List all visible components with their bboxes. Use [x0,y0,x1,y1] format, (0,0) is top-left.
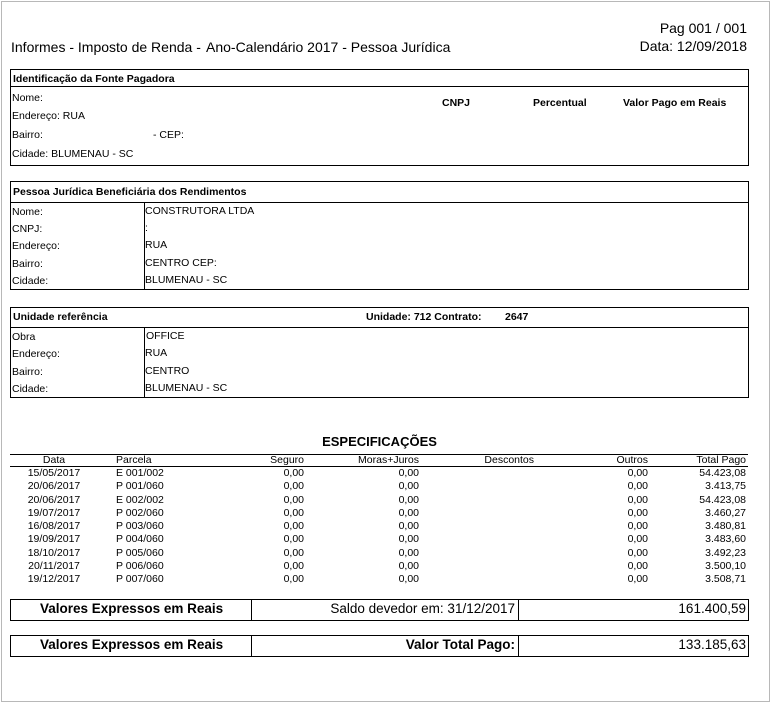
unidade-value: BLUMENAU - SC [145,382,228,394]
beneficiaria-section-title: Pessoa Jurídica Beneficiária dos Rendimentos [13,186,247,198]
percentual-header: Percentual [533,97,587,109]
row-moras: 0,00 [398,493,419,506]
row-seguro: 0,00 [283,480,304,493]
row-total: 54.423,08 [699,467,746,479]
col-outros-header: Outros [536,455,654,467]
row-parcela: E 001/002 [116,467,164,479]
row-seguro: 0,00 [283,520,304,533]
unidade-value: OFFICE [146,330,185,342]
report-title: Informes - Imposto de Renda - [11,39,201,55]
contrato-number: 2647 [505,311,529,323]
row-total: 3.413,75 [705,480,746,493]
report-year: Ano-Calendário 2017 - Pessoa Jurídica [206,39,451,55]
valor-pago-header: Valor Pago em Reais [623,97,727,109]
row-parcela: P 001/060 [116,480,164,493]
row-outros: 0,00 [627,573,648,586]
total-label: Valores Expressos em Reais [40,637,224,652]
divider [10,86,749,87]
benef-value: CONSTRUTORA LTDA [145,205,255,217]
unidade-value: RUA [145,347,168,359]
divider [518,599,519,621]
table-row [10,547,748,560]
divider [251,599,252,621]
row-outros: 0,00 [627,467,648,479]
benef-label: Nome: [12,206,43,218]
fonte-bairro-label: Bairro: [12,129,43,141]
table-row [10,533,748,546]
total-value: 133.185,63 [678,637,746,652]
table-row [10,573,748,586]
table-row [10,507,748,520]
fonte-nome-label: Nome: [12,92,43,104]
row-descontos [421,560,536,573]
row-moras: 0,00 [398,573,419,586]
especificacoes-table [10,454,748,587]
row-descontos [421,573,536,586]
row-moras: 0,00 [398,467,419,479]
row-parcela: P 004/060 [116,533,164,546]
row-outros: 0,00 [627,480,648,493]
row-total: 3.483,60 [705,533,746,546]
divider [10,327,749,328]
saldo-label: Valores Expressos em Reais [40,601,224,616]
saldo-desc: Saldo devedor em: 31/12/2017 [330,601,515,616]
row-total: 3.480,81 [705,520,746,533]
row-descontos [421,547,536,560]
benef-label: Endereço: [12,240,60,252]
divider [518,635,519,657]
benef-value: BLUMENAU - SC [145,274,228,286]
divider [10,202,749,203]
row-seguro: 0,00 [283,533,304,546]
row-seguro: 0,00 [283,467,304,479]
row-parcela: P 006/060 [116,560,164,573]
unidade-label: Endereço: [12,348,60,360]
row-descontos [421,533,536,546]
row-seguro: 0,00 [283,493,304,506]
col-seguro-header: Seguro [210,455,306,467]
col-total-header: Total Pago [654,455,748,467]
row-descontos [421,467,536,481]
row-descontos [421,494,536,507]
fonte-section-title: Identificação da Fonte Pagadora [13,73,175,85]
benef-value: CENTRO CEP: [145,257,217,269]
row-parcela: P 005/060 [116,546,164,559]
row-outros: 0,00 [627,520,648,533]
benef-label: Bairro: [12,258,43,270]
table-row [10,520,748,533]
divider [251,635,252,657]
unidade-value: CENTRO [145,365,190,377]
col-data-header: Data [10,455,98,467]
unidade-section-title: Unidade referência [13,311,108,323]
report-date: Data: 12/09/2018 [639,38,747,54]
row-descontos [421,507,536,520]
row-data: 19/09/2017 [27,533,81,546]
row-moras: 0,00 [398,506,419,519]
fonte-endereco: Endereço: RUA [12,110,85,122]
row-outros: 0,00 [627,533,648,546]
row-moras: 0,00 [398,560,419,573]
row-moras: 0,00 [398,520,419,533]
row-descontos [421,480,536,493]
row-data: 20/11/2017 [28,560,80,573]
row-seguro: 0,00 [283,546,304,559]
unidade-label: Bairro: [12,366,43,378]
row-total: 3.508,71 [705,573,746,586]
row-seguro: 0,00 [283,506,304,519]
benef-label: CNPJ: [12,223,43,235]
row-data: 19/12/2017 [27,573,81,586]
row-data: 16/08/2017 [27,520,81,533]
row-total: 3.500,10 [705,560,746,573]
row-outros: 0,00 [627,506,648,519]
page-number: Pag 001 / 001 [659,20,747,36]
row-seguro: 0,00 [283,573,304,586]
unidade-label: Obra [12,331,36,343]
row-descontos [421,520,536,533]
benef-value: RUA [145,239,168,251]
total-desc: Valor Total Pago: [405,637,515,652]
row-data: 15/05/2017 [27,467,81,479]
saldo-value: 161.400,59 [678,601,746,616]
table-row [10,494,748,507]
row-data: 18/10/2017 [27,546,81,559]
row-parcela: P 002/060 [116,506,164,519]
especificacoes-title: ESPECIFICAÇÕES [322,434,437,449]
row-outros: 0,00 [627,493,648,506]
row-moras: 0,00 [398,480,419,493]
unidade-contrato: Unidade: 712 Contrato: [366,311,482,323]
row-outros: 0,00 [627,546,648,559]
row-parcela: P 003/060 [116,520,164,533]
col-descontos-header: Descontos [421,455,536,467]
row-parcela: E 002/002 [116,493,164,506]
col-moras-header: Moras+Juros [306,455,421,467]
fonte-cidade: Cidade: BLUMENAU - SC [12,148,134,160]
row-moras: 0,00 [398,546,419,559]
row-moras: 0,00 [398,533,419,546]
row-total: 54.423,08 [699,493,746,506]
row-data: 20/06/2017 [27,480,81,493]
table-row [10,480,748,493]
row-total: 3.460,27 [705,506,746,519]
row-total: 3.492,23 [705,546,746,559]
row-outros: 0,00 [627,560,648,573]
fonte-cep-label: - CEP: [153,129,184,141]
table-row [10,467,748,481]
row-data: 20/06/2017 [27,493,81,506]
table-row [10,560,748,573]
row-seguro: 0,00 [283,560,304,573]
row-data: 19/07/2017 [27,506,81,519]
cnpj-header: CNPJ [442,97,471,109]
benef-value: : [145,222,148,234]
col-parcela-header: Parcela [98,455,210,467]
unidade-label: Cidade: [12,383,49,395]
benef-label: Cidade: [12,275,49,287]
table-header-row [10,455,748,467]
row-parcela: P 007/060 [116,573,164,586]
